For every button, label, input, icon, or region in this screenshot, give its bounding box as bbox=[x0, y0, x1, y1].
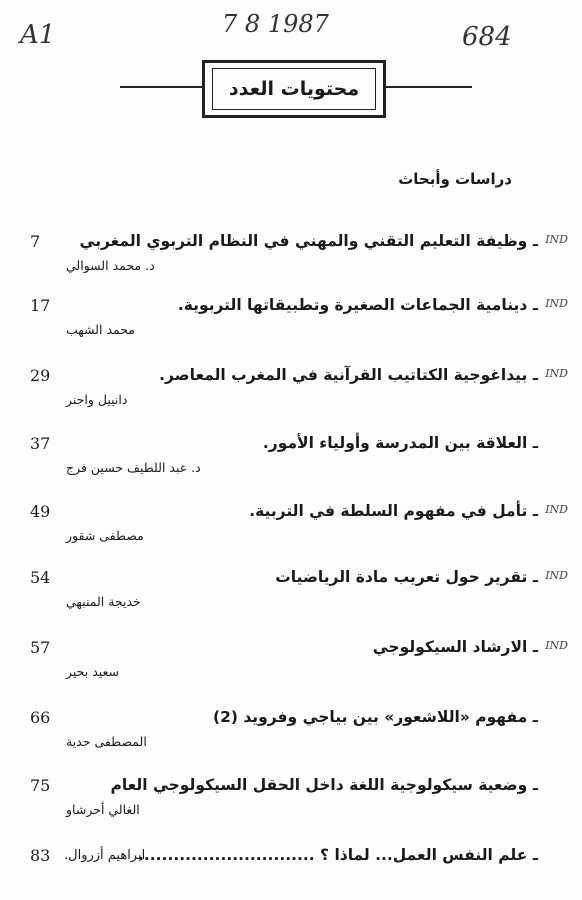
toc-entry bbox=[20, 708, 568, 762]
title-frame bbox=[202, 60, 386, 118]
index-mark: IND bbox=[545, 367, 568, 380]
page-title: محتويات العدد bbox=[212, 68, 376, 110]
article-author: د. محمد السوالي bbox=[66, 258, 155, 273]
page-number: 57 bbox=[30, 638, 51, 657]
article-author: محمد الشهب bbox=[66, 322, 135, 337]
title-rule-left bbox=[120, 86, 202, 88]
article-title: ـ بيداغوجية الكتاتيب القرآنية في المغرب المعاصر. bbox=[159, 366, 538, 384]
article-title: ـ مفهوم «اللاشعور» بين بياجي وفرويد (2) bbox=[212, 708, 538, 726]
toc-entry bbox=[20, 296, 568, 350]
handwritten-date: 7 8 1987 bbox=[222, 10, 329, 38]
toc-entry bbox=[20, 434, 568, 488]
index-mark: IND bbox=[545, 639, 568, 652]
page-number: 7 bbox=[30, 232, 41, 251]
toc-entry bbox=[20, 502, 568, 556]
title-rule-right bbox=[386, 86, 472, 88]
page-number: 37 bbox=[30, 434, 51, 453]
page-number: 75 bbox=[30, 776, 51, 795]
article-title: ـ العلاقة بين المدرسة وأولياء الأمور. bbox=[262, 434, 538, 452]
article-author: خديجة المنبهي bbox=[66, 594, 141, 609]
page-number: 83 bbox=[30, 846, 51, 865]
toc-entry bbox=[20, 846, 568, 900]
article-author: د. عبد اللطيف حسين فرج bbox=[66, 460, 201, 475]
article-author: دانييل واجنر bbox=[66, 392, 128, 407]
page-number: 17 bbox=[30, 296, 51, 315]
handwritten-number: 684 bbox=[462, 22, 512, 52]
article-title: ـ وظيفة التعليم التقني والمهني في النظام التربوي المغربي bbox=[79, 232, 538, 250]
toc-entry bbox=[20, 232, 568, 286]
index-mark: IND bbox=[545, 569, 568, 582]
page-number: 54 bbox=[30, 568, 51, 587]
article-title: ـ تأمل في مفهوم السلطة في التربية. bbox=[249, 502, 538, 520]
article-title: ـ الارشاد السيكولوجي bbox=[372, 638, 538, 656]
handwritten-code: A1 bbox=[20, 20, 56, 50]
article-title: ـ وضعية سيكولوجية اللغة داخل الحقل السيكولوجي العام bbox=[110, 776, 538, 794]
page-number: 29 bbox=[30, 366, 51, 385]
article-author: سعيد بحير bbox=[66, 664, 120, 679]
toc-entry bbox=[20, 776, 568, 830]
toc-entry bbox=[20, 568, 568, 622]
article-author: ابراهيم أزروال. bbox=[64, 848, 146, 863]
article-author: الغالي أحرشاو bbox=[66, 802, 140, 817]
index-mark: IND bbox=[545, 297, 568, 310]
article-title: ـ علم النفس العمل... لماذا ؟ .............................. bbox=[138, 846, 538, 864]
article-title: ـ تقرير حول تعريب مادة الرياضيات bbox=[275, 568, 538, 586]
article-title: ـ دينامية الجماعات الصغيرة وتطبيقاتها التربوية. bbox=[177, 296, 538, 314]
article-author: المصطفى حدية bbox=[66, 734, 147, 749]
page-number: 66 bbox=[30, 708, 51, 727]
section-heading: دراسات وأبحاث bbox=[398, 170, 512, 188]
page-number: 49 bbox=[30, 502, 51, 521]
index-mark: IND bbox=[545, 233, 568, 246]
toc-entry bbox=[20, 366, 568, 420]
index-mark: IND bbox=[545, 503, 568, 516]
article-author: مصطفى شقور bbox=[66, 528, 144, 543]
toc-entry bbox=[20, 638, 568, 692]
